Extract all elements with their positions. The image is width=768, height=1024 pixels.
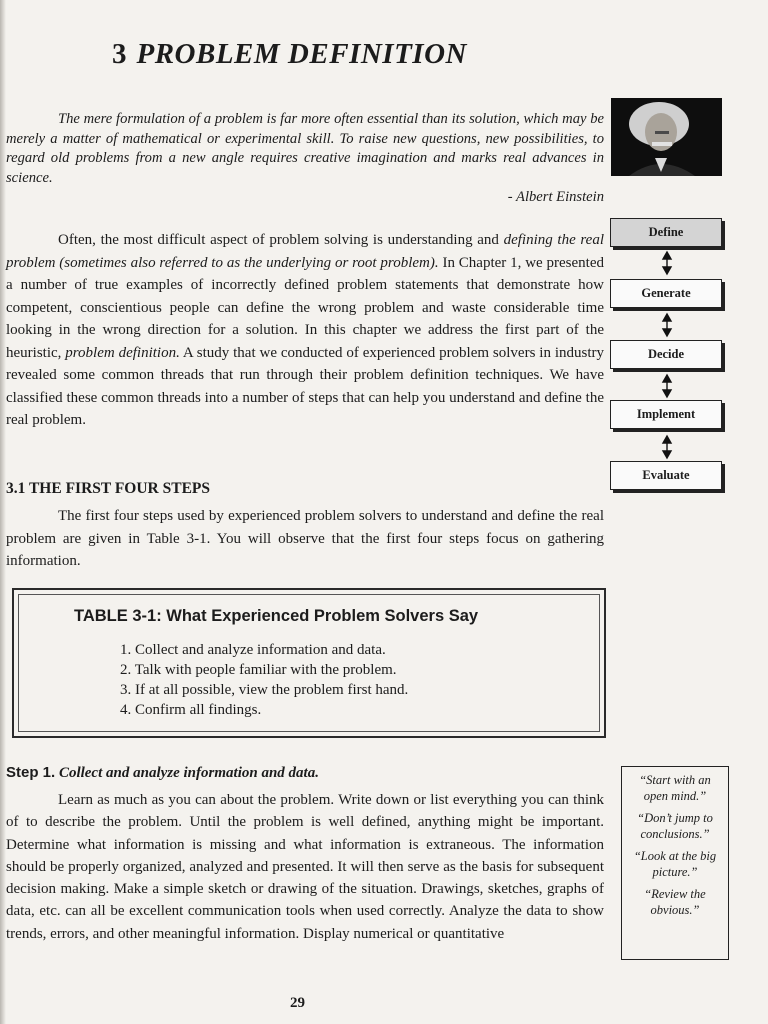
intro-lead: Often, the most difficult aspect of problem solving is understanding and bbox=[58, 232, 504, 248]
step-label: Step 1. bbox=[6, 764, 56, 781]
intro-lead-italic: defining the real problem (sometimes also referred to as the underlying or root problem). bbox=[6, 232, 605, 271]
list-item: 3. If at all possible, view the problem first hand. bbox=[120, 682, 409, 698]
portrait-image bbox=[611, 98, 722, 176]
page-number: 29 bbox=[290, 995, 305, 1011]
flow-step-evaluate: Evaluate bbox=[610, 461, 722, 490]
einstein-portrait bbox=[611, 98, 722, 176]
step-paragraph bbox=[6, 789, 604, 945]
intro-text bbox=[6, 229, 604, 432]
chapter-title bbox=[112, 38, 467, 71]
quote-author: - Albert Einstein bbox=[507, 189, 604, 205]
table-title: TABLE 3-1: What Experienced Problem Solvers Say bbox=[74, 607, 479, 625]
flow-step-define: Define bbox=[610, 218, 722, 247]
section-paragraph bbox=[6, 505, 604, 573]
flow-step-generate: Generate bbox=[610, 279, 722, 308]
sidebar-quote: “Start with an open mind.” bbox=[639, 773, 711, 803]
intro-tail: A study that we conducted of experienced problem solvers in industry revealed some common threads that run through their problem definition techniques. We have classified these common threads into a number of steps that can help you understand and define the real problem. bbox=[6, 344, 604, 428]
sidebar-quote: “Review the obvious.” bbox=[644, 887, 706, 917]
step-heading bbox=[6, 764, 319, 782]
sidebar-quote: “Look at the big picture.” bbox=[633, 849, 717, 879]
table-3-1 bbox=[12, 588, 606, 738]
quote-text: The mere formulation of a problem is far more often essential than its solution, which may be merely a matter of mathematical or experimental skill. To raise new questions, new possibilities, to regard old problems from a new angle requires creative imagination and marks real advances in science. bbox=[6, 111, 604, 186]
intro-paragraph bbox=[6, 229, 604, 432]
flow-step-decide: Decide bbox=[610, 340, 722, 369]
epigraph-quote bbox=[6, 110, 604, 208]
intro-middle: In Chapter 1, we presented a number of true examples of incorrectly defined problem statements that demonstrate how competent, conscientious people can define the wrong problem and waste considerable time looking in the wrong direction for a solution. In this chapter we address the first part of the heuristic, bbox=[6, 254, 604, 361]
sidebar-quote: “Don’t jump to conclusions.” bbox=[637, 811, 713, 841]
chapter-heading: PROBLEM DEFINITION bbox=[136, 38, 467, 70]
sidebar-quotes bbox=[621, 766, 729, 960]
list-item: 2. Talk with people familiar with the problem. bbox=[120, 662, 397, 678]
step-title: Collect and analyze information and data. bbox=[58, 765, 319, 781]
flow-step-implement: Implement bbox=[610, 400, 722, 429]
list-item: 1. Collect and analyze information and data. bbox=[120, 642, 386, 658]
intro-middle-italic: problem definition. bbox=[65, 344, 180, 361]
section-text: The first four steps used by experienced problem solvers to understand and define the real problem are given in Table 3-1. You will observe that the first four steps focus on gathering information. bbox=[6, 508, 604, 569]
chapter-number: 3 bbox=[112, 38, 127, 70]
step-text: Learn as much as you can about the problem. Write down or list everything you can think of to describe the problem. Until the problem is well defined, anything might be important. Determine what information is missing and what information is extraneous. The information should be properly organized, analyzed and presented. It will then serve as the basis for subsequent decision making. Make a simple sketch or drawing of the situation. Drawings, sketches, graphs of data, etc. can all be excellent communication tools when used correctly. Analyze the data to show trends, errors, and other meaningful information. Display numerical or quantitative bbox=[6, 792, 604, 942]
table-list bbox=[120, 640, 408, 720]
section-heading: 3.1 THE FIRST FOUR STEPS bbox=[6, 480, 210, 497]
list-item: 4. Confirm all findings. bbox=[120, 702, 262, 718]
